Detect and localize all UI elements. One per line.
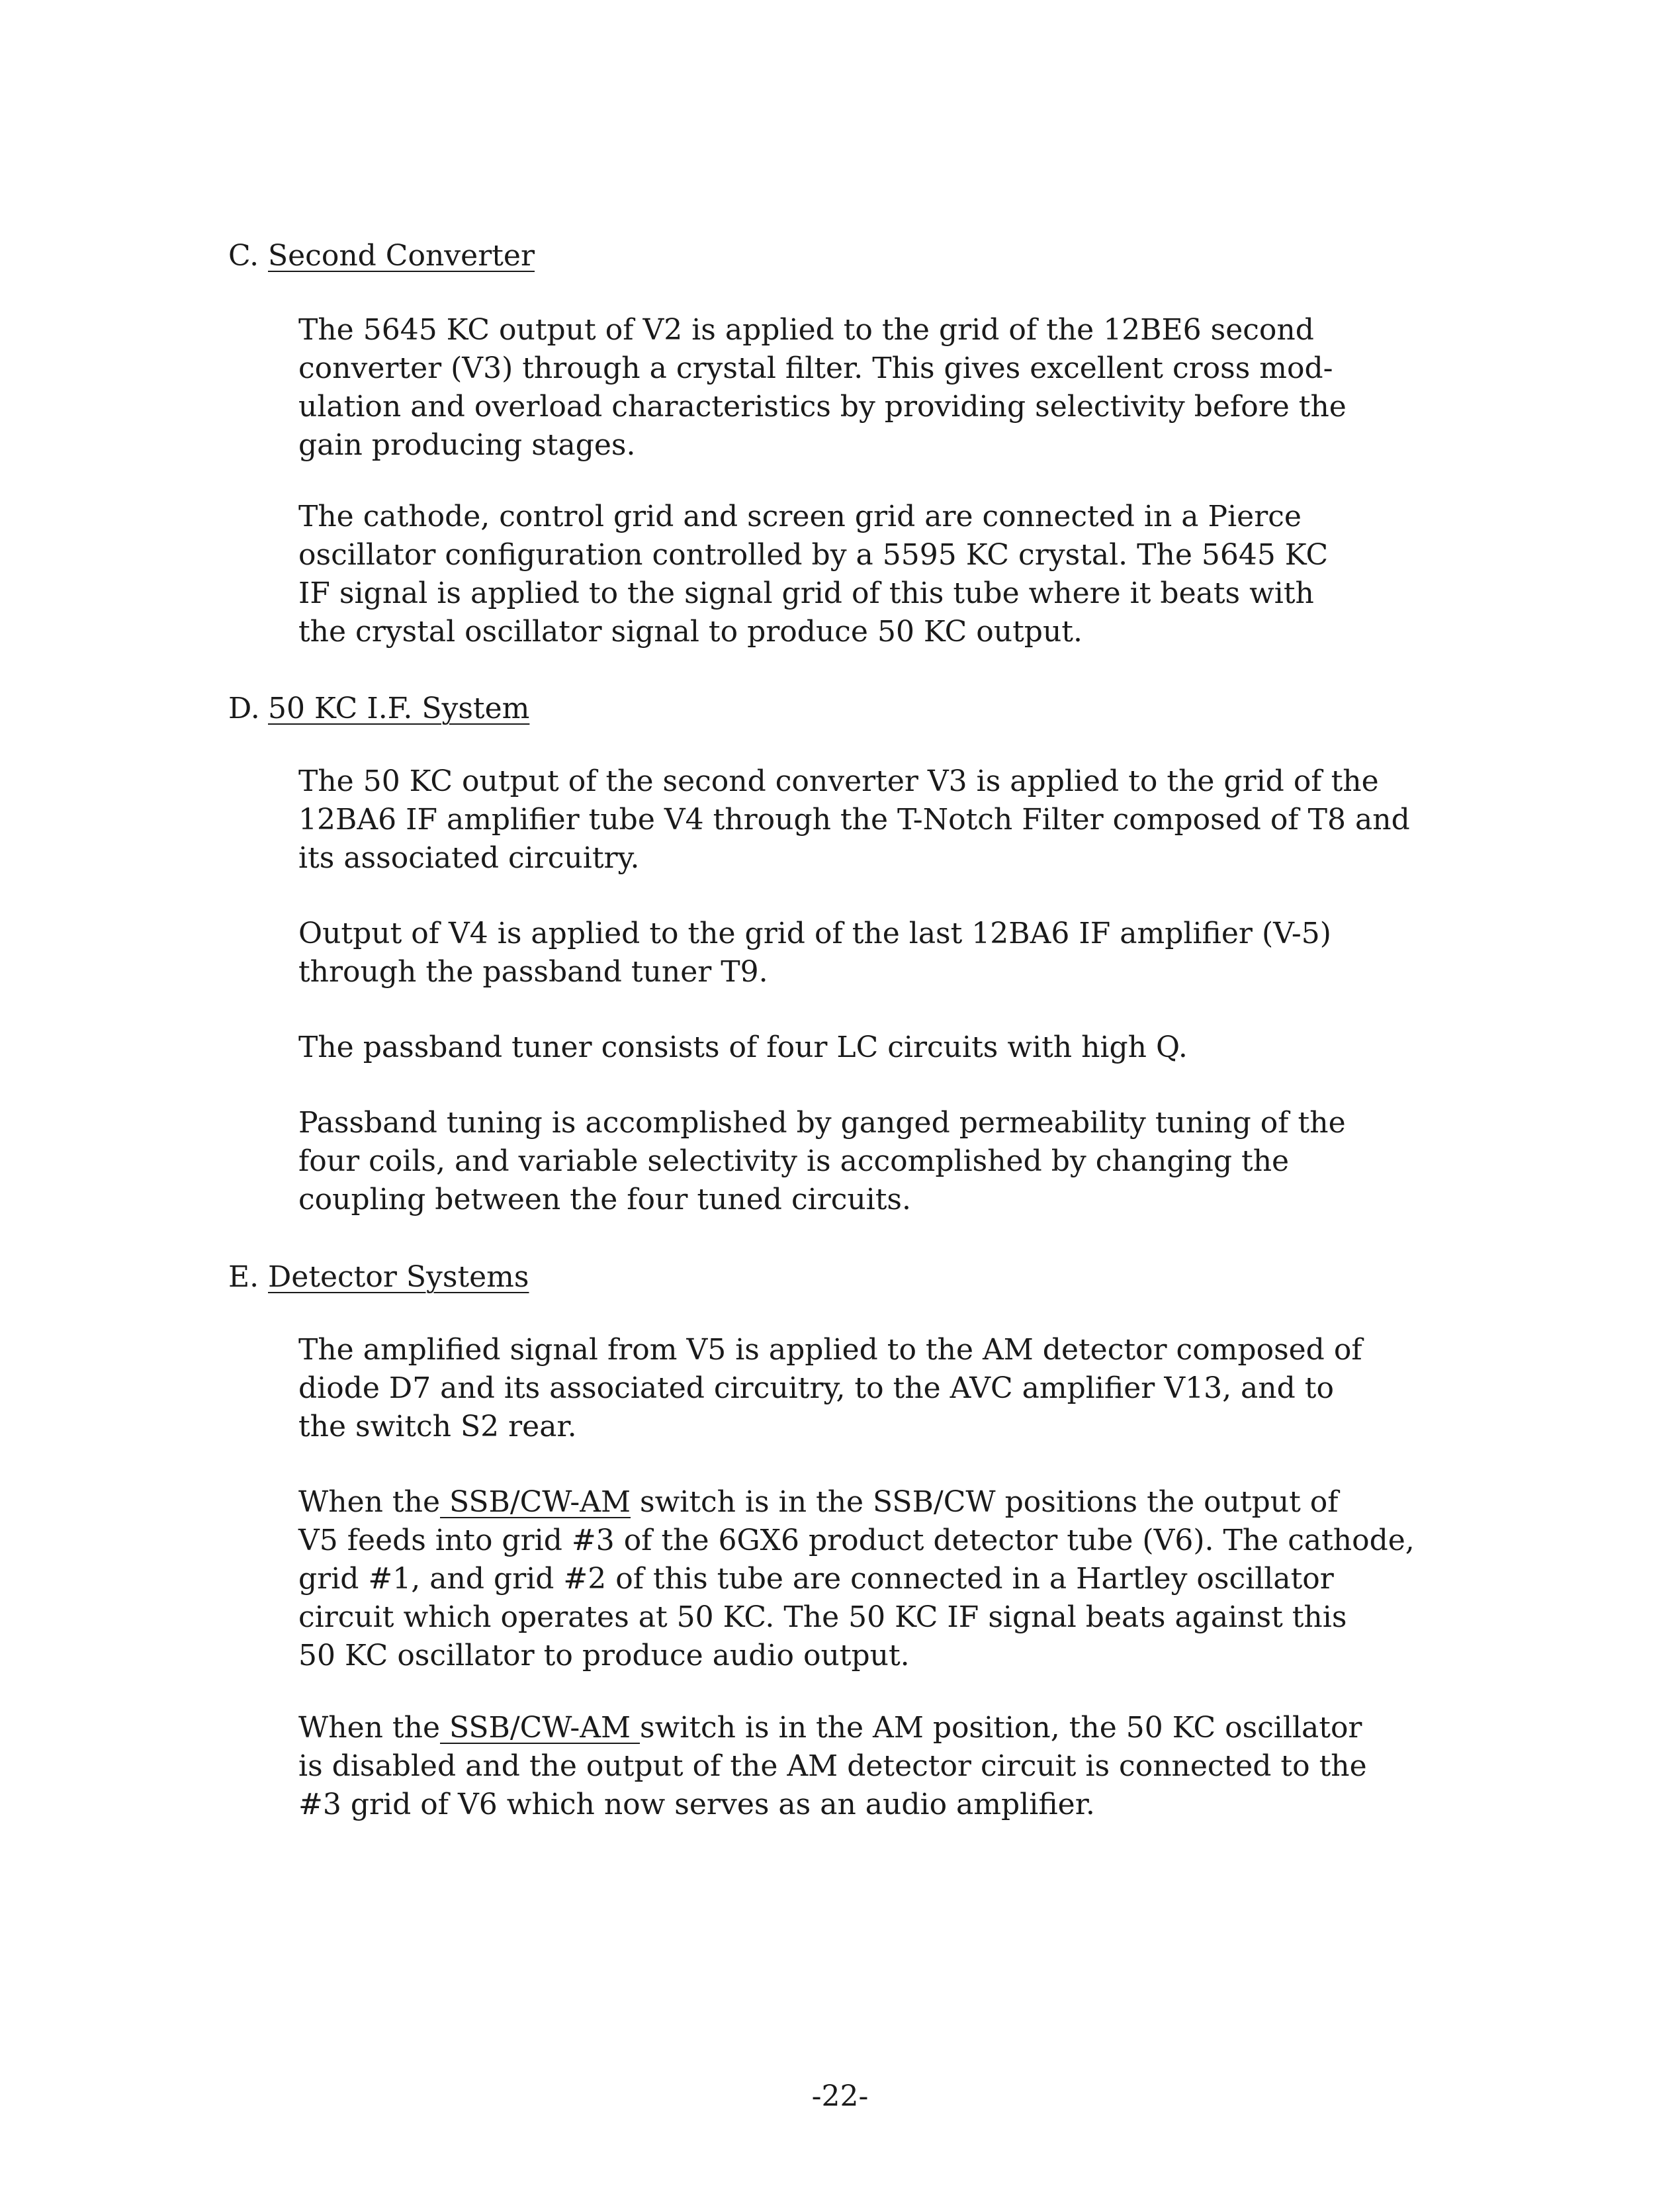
paragraph-d4 xyxy=(298,1104,1346,1219)
text-line xyxy=(298,1483,1415,1522)
text-line: four coils, and variable selectivity is accomplished by changing the xyxy=(298,1144,1290,1178)
paragraph-c1 xyxy=(298,311,1347,465)
text-span: switch is in the AM position, the 50 KC oscillator xyxy=(640,1711,1362,1745)
section-letter: C. xyxy=(228,239,259,273)
text-line: #3 grid of V6 which now serves as an audio amplifier. xyxy=(298,1788,1095,1821)
text-line xyxy=(298,1709,1367,1747)
section-title: Second Converter xyxy=(268,239,535,273)
paragraph-d3 xyxy=(298,1028,1188,1067)
text-line: oscillator configuration controlled by a 5595 KC crystal. The 5645 KC xyxy=(298,538,1329,572)
text-line: Passband tuning is accomplished by ganged permeability tuning of the xyxy=(298,1106,1346,1140)
text-span: switch is in the SSB/CW positions the output of xyxy=(631,1485,1339,1519)
text-line: coupling between the four tuned circuits. xyxy=(298,1183,911,1216)
page-number: -22- xyxy=(811,2080,869,2113)
text-line: The amplified signal from V5 is applied to the AM detector composed of xyxy=(298,1333,1362,1367)
paragraph-d1 xyxy=(298,762,1410,878)
section-letter: E. xyxy=(228,1260,259,1294)
text-line: IF signal is applied to the signal grid of this tube where it beats with xyxy=(298,576,1314,610)
text-line: gain producing stages. xyxy=(298,428,636,462)
text-line: circuit which operates at 50 KC. The 50 KC IF signal beats against this xyxy=(298,1600,1347,1634)
text-line: grid #1, and grid #2 of this tube are connected in a Hartley oscillator xyxy=(298,1562,1334,1596)
text-line: the switch S2 rear. xyxy=(298,1410,577,1443)
text-line: its associated circuitry. xyxy=(298,841,640,875)
section-letter: D. xyxy=(228,692,260,725)
text-line: The 50 KC output of the second converter V3 is applied to the grid of the xyxy=(298,764,1379,798)
section-e-heading xyxy=(228,1258,529,1297)
paragraph-e1 xyxy=(298,1331,1362,1446)
text-line: The cathode, control grid and screen grid are connected in a Pierce xyxy=(298,500,1302,533)
text-line: V5 feeds into grid #3 of the 6GX6 product detector tube (V6). The cathode, xyxy=(298,1524,1415,1557)
text-line: converter (V3) through a crystal filter. This gives excellent cross mod- xyxy=(298,351,1333,385)
section-d-heading xyxy=(228,690,529,728)
text-line: diode D7 and its associated circuitry, to the AVC amplifier V13, and to xyxy=(298,1371,1334,1405)
text-line: is disabled and the output of the AM detector circuit is connected to the xyxy=(298,1749,1367,1783)
section-c-heading xyxy=(228,237,535,275)
text-span: When the xyxy=(298,1711,440,1745)
text-line: 50 KC oscillator to produce audio output. xyxy=(298,1639,910,1672)
text-line: ulation and overload characteristics by providing selectivity before the xyxy=(298,390,1347,424)
text-line: Output of V4 is applied to the grid of the last 12BA6 IF amplifier (V-5) xyxy=(298,917,1331,950)
text-span: When the xyxy=(298,1485,440,1519)
section-title: 50 KC I.F. System xyxy=(268,692,530,725)
paragraph-c2 xyxy=(298,498,1328,651)
paragraph-e3 xyxy=(298,1709,1367,1824)
text-line: through the passband tuner T9. xyxy=(298,955,768,989)
section-title: Detector Systems xyxy=(268,1260,529,1294)
paragraph-e2 xyxy=(298,1483,1415,1675)
switch-name: SSB/CW-AM xyxy=(439,1485,631,1519)
text-line: The 5645 KC output of V2 is applied to the grid of the 12BE6 second xyxy=(298,313,1314,347)
switch-name: SSB/CW-AM xyxy=(439,1711,641,1745)
paragraph-d2 xyxy=(298,915,1331,991)
text-line: the crystal oscillator signal to produce 50 KC output. xyxy=(298,615,1083,649)
text-line: 12BA6 IF amplifier tube V4 through the T-Notch Filter composed of T8 and xyxy=(298,803,1410,837)
text-line: The passband tuner consists of four LC circuits with high Q. xyxy=(298,1030,1188,1064)
